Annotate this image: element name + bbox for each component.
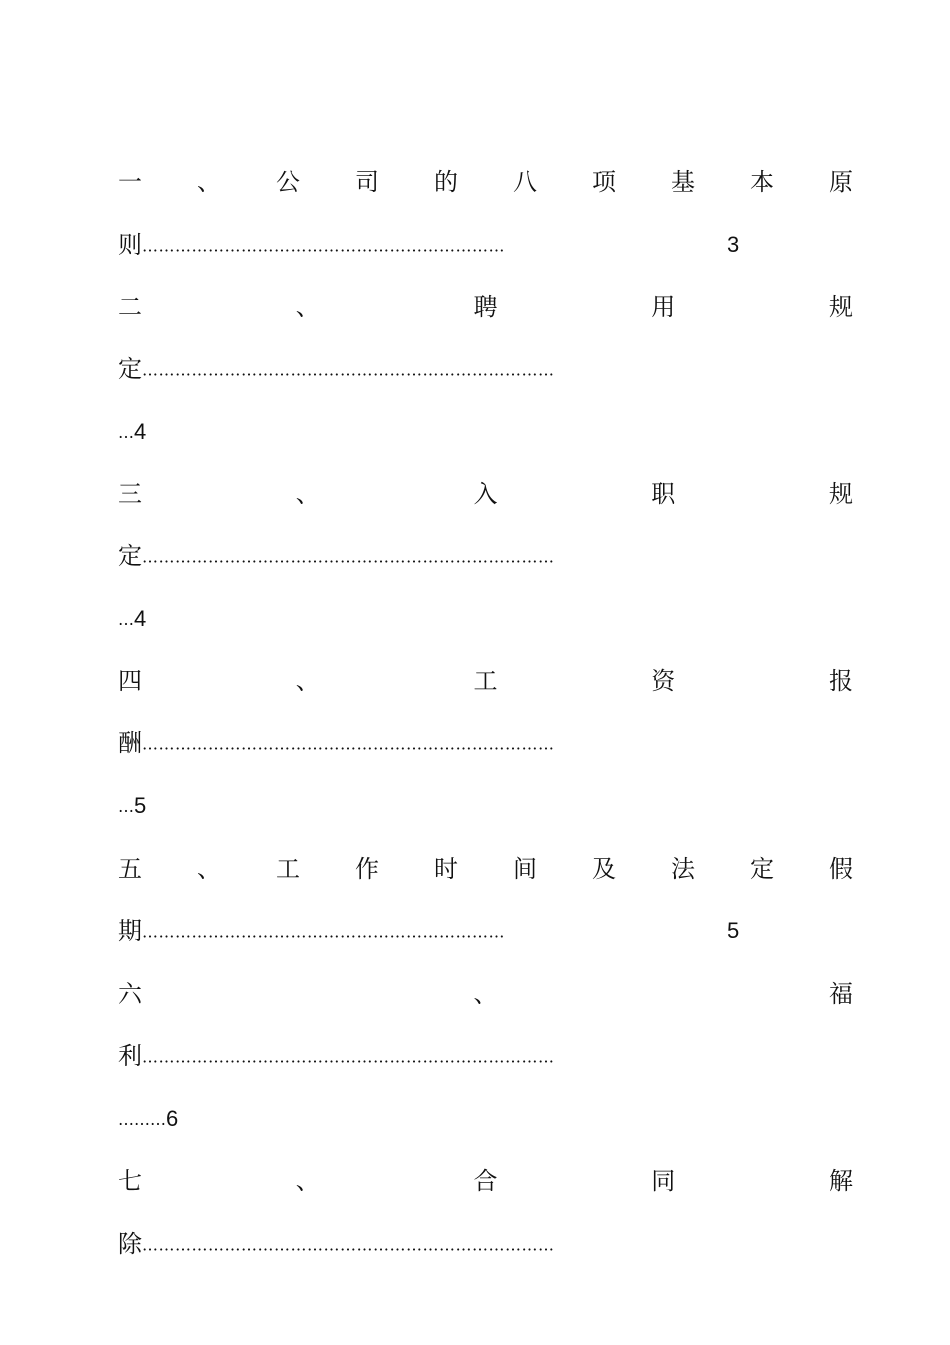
heading-char: 资 [651, 667, 676, 695]
heading-char: 、 [295, 1167, 320, 1195]
heading-char: 七 [118, 1167, 142, 1195]
toc-entry-2-leader [118, 353, 555, 387]
toc-entry-1-heading [118, 166, 853, 198]
heading-char: 入 [473, 480, 498, 508]
leader-char: 定 [118, 542, 142, 570]
heading-char: 工 [276, 855, 300, 883]
heading-char: 作 [355, 855, 379, 883]
dot-leader: ………………………………………………………………… [142, 1235, 555, 1255]
dot-leader: ………………………………………………………… [142, 236, 505, 256]
toc-entry-3-page-line [118, 603, 146, 636]
heading-char: 六 [118, 980, 142, 1008]
heading-char: 、 [197, 168, 221, 196]
heading-char: 基 [671, 168, 695, 196]
toc-entry-3-leader [118, 540, 555, 574]
heading-char: 本 [750, 168, 774, 196]
leader-char: 酬 [118, 729, 142, 757]
heading-char: 间 [513, 855, 537, 883]
leader-char: 除 [118, 1230, 142, 1258]
heading-char: 解 [829, 1167, 853, 1195]
toc-entry-7-leader [118, 1228, 555, 1262]
toc-entry-5-leader [118, 915, 505, 949]
heading-char: 、 [473, 980, 498, 1008]
page-number: 4 [134, 419, 147, 444]
heading-char: 、 [295, 293, 320, 321]
heading-char: 时 [434, 855, 458, 883]
leader-char: 定 [118, 355, 142, 383]
heading-char: 、 [197, 855, 221, 883]
page-number: 6 [166, 1106, 179, 1131]
dot-leader: ………………………………………………………………… [142, 1047, 555, 1067]
dot-leader: … [118, 610, 134, 629]
dot-leader: … [118, 423, 134, 442]
toc-entry-6-leader [118, 1040, 555, 1074]
heading-char: 聘 [473, 293, 498, 321]
heading-char: 、 [295, 667, 320, 695]
heading-char: 用 [651, 293, 676, 321]
heading-char: 一 [118, 168, 142, 196]
toc-entry-6-heading [118, 978, 853, 1010]
leader-char: 则 [118, 231, 142, 259]
page-number: 3 [727, 232, 740, 257]
dot-leader: ………………………………………………………………… [142, 547, 555, 567]
heading-char: 五 [118, 855, 142, 883]
toc-entry-1-leader [118, 229, 505, 263]
dot-leader: ………………………………………………………………… [142, 360, 555, 380]
heading-char: 原 [829, 168, 853, 196]
dot-leader: … [118, 797, 134, 816]
heading-char: 、 [295, 480, 320, 508]
toc-entry-7-heading [118, 1165, 853, 1197]
toc-entry-6-page-line [118, 1103, 178, 1136]
heading-char: 报 [829, 667, 853, 695]
toc-entry-4-page-line [118, 790, 146, 823]
heading-char: 的 [434, 168, 458, 196]
heading-char: 规 [829, 480, 853, 508]
leader-char: 期 [118, 917, 142, 945]
heading-char: 法 [671, 855, 695, 883]
heading-char: 定 [750, 855, 774, 883]
page-number: 5 [134, 793, 147, 818]
toc-entry-4-leader [118, 727, 555, 761]
toc-entry-2-page-line [118, 416, 146, 449]
heading-char: 工 [473, 667, 498, 695]
heading-char: 司 [355, 168, 379, 196]
heading-char: 及 [592, 855, 616, 883]
heading-char: 福 [829, 980, 853, 1008]
dot-leader: ………………………………………………………… [142, 922, 505, 942]
heading-char: 规 [829, 293, 853, 321]
heading-char: 三 [118, 480, 142, 508]
toc-entry-4-heading [118, 665, 853, 697]
heading-char: 假 [829, 855, 853, 883]
leader-char: 利 [118, 1042, 142, 1070]
heading-char: 职 [651, 480, 676, 508]
heading-char: 合 [473, 1167, 498, 1195]
toc-entry-2-heading [118, 291, 853, 323]
toc-entry-3-heading [118, 478, 853, 510]
heading-char: 同 [651, 1167, 676, 1195]
page-number: 4 [134, 606, 147, 631]
dot-leader: ………………………………………………………………… [142, 734, 555, 754]
heading-char: 八 [513, 168, 537, 196]
page-number: 5 [727, 918, 740, 943]
heading-char: 四 [118, 667, 142, 695]
dot-leader: ……… [118, 1110, 166, 1129]
toc-entry-5-heading [118, 853, 853, 885]
heading-char: 公 [276, 168, 300, 196]
heading-char: 二 [118, 293, 142, 321]
heading-char: 项 [592, 168, 616, 196]
